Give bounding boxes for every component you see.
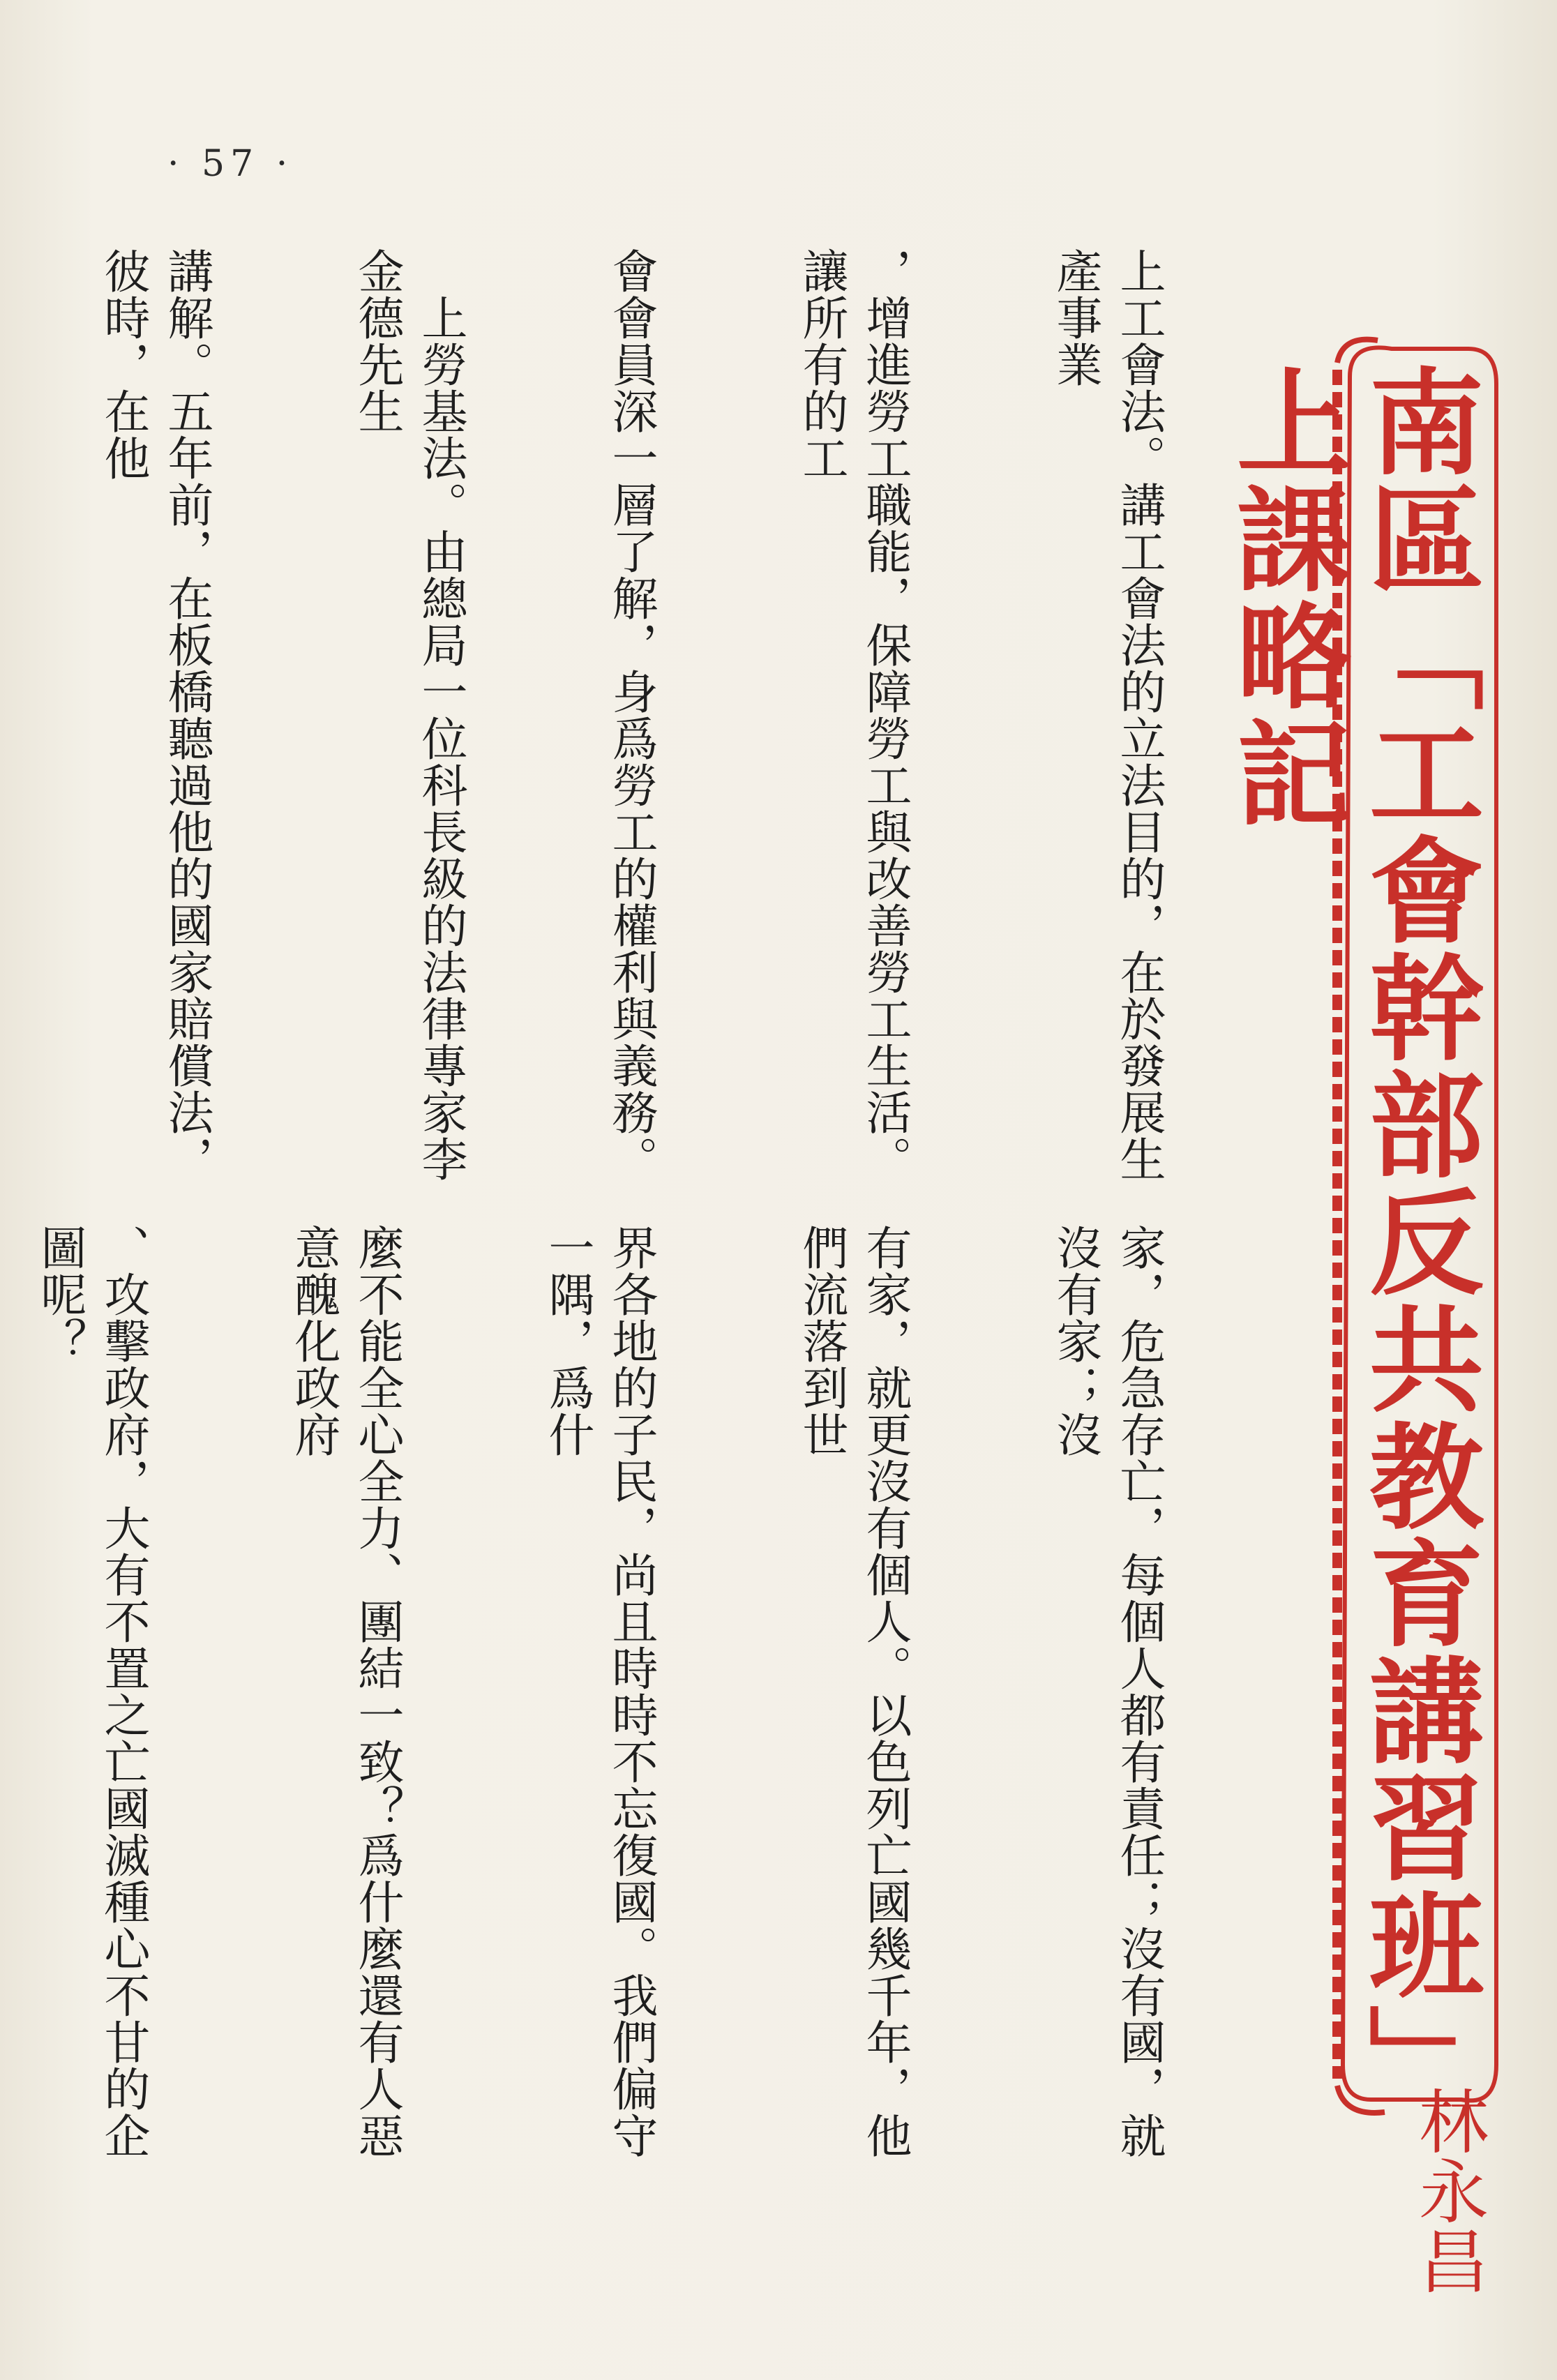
page-number: · 57 · xyxy=(167,143,294,185)
upper-text-block xyxy=(96,248,1298,1224)
text-column: ，增進勞工職能，保障勞工與改善勞工生活。讓所有的工 xyxy=(795,248,912,1182)
text-column: 界各地的子民，尚且時時不忘復國。我們偏守一隅，爲什 xyxy=(541,1224,658,2159)
text-column: 上勞基法。由總局一位科長級的法律專家李金德先生 xyxy=(350,248,467,1182)
text-column: 講解。五年前，在板橋聽過他的國家賠償法，彼時，在他 xyxy=(96,248,213,1182)
text-column: 有家，就更沒有個人。以色列亡國幾千年，他們流落到世 xyxy=(795,1224,912,2159)
article-author: 林永昌 xyxy=(1407,2086,1489,2295)
text-column: 、攻擊政府，大有不置之亡國滅種心不甘的企圖呢？ xyxy=(33,1224,150,2159)
text-column: 家，危急存亡，每個人都有責任；沒有國，就沒有家；沒 xyxy=(1048,1224,1166,2159)
article-title: 南區「工會幹部反共教育講習班」上課略記 xyxy=(1217,363,1483,2063)
lower-text-block xyxy=(33,1224,1298,2201)
text-column: 麼不能全心全力、團結一致？爲什麼還有人惡意醜化政府 xyxy=(287,1224,404,2159)
text-column: 上工會法。講工會法的立法目的，在於發展生產事業 xyxy=(1048,248,1166,1182)
text-column: 會會員深一層了解，身爲勞工的權利與義務。 xyxy=(604,248,658,1182)
